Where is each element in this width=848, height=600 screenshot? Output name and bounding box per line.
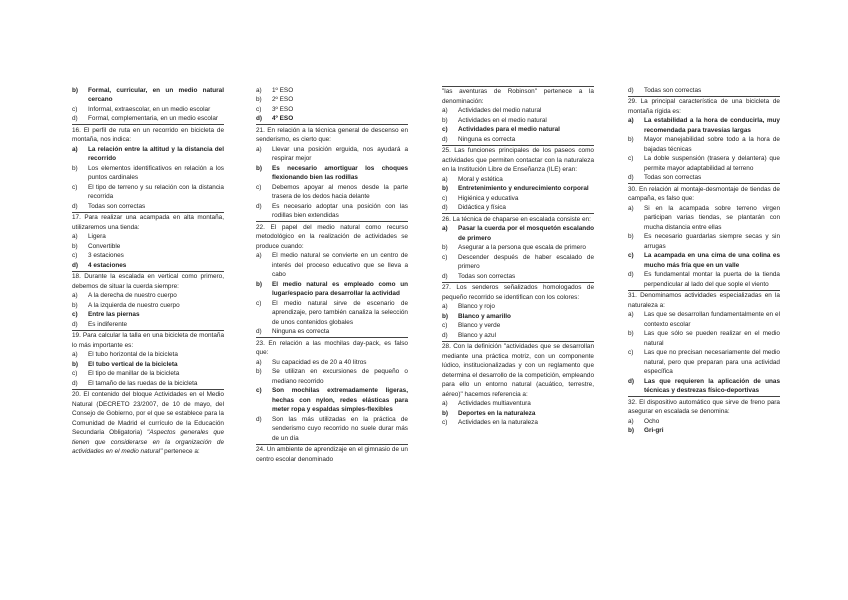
answer-option xyxy=(72,242,224,252)
answer-option xyxy=(442,272,594,282)
answer-option xyxy=(628,310,780,329)
option-text: Actividades para el medio natural xyxy=(458,126,560,133)
question-stem-text: 18. Durante la escalada en vertical como primero, debemos de situar la cuerda siempre: xyxy=(72,273,224,290)
option-text: Actividades multiaventura xyxy=(458,400,531,407)
option-text: Blanco y verde xyxy=(458,322,501,329)
question-stem xyxy=(256,126,408,145)
answer-option xyxy=(72,360,224,370)
option-letter: b) xyxy=(72,301,78,309)
option-text: Actividades en la naturaleza xyxy=(458,419,538,426)
answer-option xyxy=(628,426,780,436)
option-letter: a) xyxy=(442,400,448,407)
option-text: Los elementos identificativos en relación a los puntos cardinales xyxy=(88,164,224,181)
option-letter: c) xyxy=(628,349,634,356)
question-stem xyxy=(442,215,594,225)
answer-option xyxy=(72,301,224,311)
answer-option xyxy=(442,175,594,185)
option-letter: c) xyxy=(72,183,78,191)
option-text: Formal, complementaria, en un medio escolar xyxy=(88,115,219,122)
question-block xyxy=(442,86,594,145)
answer-option xyxy=(628,204,780,233)
answer-option xyxy=(256,299,408,328)
option-letter: c) xyxy=(72,252,78,259)
option-text: Es necesario amortiguar los choques flexionando bien las rodillas xyxy=(272,164,408,181)
question-block xyxy=(72,212,224,271)
question-stem xyxy=(628,398,780,417)
answer-option xyxy=(72,232,224,242)
question-stem-tail: pertenece a: xyxy=(164,448,200,455)
option-text: Entretenimiento y endurecimiento corporal xyxy=(458,185,589,192)
answer-option xyxy=(628,251,780,270)
answer-option xyxy=(72,114,224,124)
question-block xyxy=(72,330,224,389)
answer-option xyxy=(72,86,224,105)
question-stem-text: 29. La principal característica de una bicicleta de montaña rígida es: xyxy=(628,98,780,115)
option-letter: d) xyxy=(256,415,262,423)
option-text: Si en la acampada sobre terreno virgen participan varias tiendas, se plantarán con mucha distancia entre ellas xyxy=(644,204,780,231)
option-text: 3 estaciones xyxy=(88,252,124,259)
option-text: Deportes en la naturaleza xyxy=(458,409,536,417)
option-letter: b) xyxy=(256,96,262,103)
answer-option xyxy=(72,202,224,212)
question-stem xyxy=(72,390,224,457)
question-stem-text: 22. El papel del medio natural como recurso metodológico en la realización de actividades se produce cuando: xyxy=(256,223,408,250)
option-text: 4 estaciones xyxy=(88,261,127,269)
question-stem xyxy=(442,342,594,399)
answer-option xyxy=(256,327,408,337)
answer-option xyxy=(256,386,408,415)
option-text: Es necesario adoptar una posición con las rodillas bien extendidas xyxy=(272,202,408,219)
answer-option xyxy=(628,135,780,154)
option-letter: c) xyxy=(628,252,634,259)
option-letter: a) xyxy=(72,145,78,153)
option-text: Informal, extraescolar, en un medio escolar xyxy=(88,105,211,113)
option-text: Didáctica y física xyxy=(458,204,506,211)
answer-option xyxy=(256,95,408,105)
option-text: 2º ESO xyxy=(272,96,294,103)
option-letter: b) xyxy=(256,280,263,288)
answer-option xyxy=(442,116,594,126)
option-letter: d) xyxy=(72,379,78,387)
question-block xyxy=(256,221,408,337)
option-text: Higiénica y educativa xyxy=(458,194,519,202)
option-text: Moral y estética xyxy=(458,175,503,183)
option-letter: c) xyxy=(442,126,448,133)
answer-option xyxy=(442,418,594,428)
question-stem xyxy=(628,185,780,204)
answer-option xyxy=(442,125,594,135)
option-text: 1º ESO xyxy=(272,86,294,94)
answer-option xyxy=(628,348,780,377)
question-block xyxy=(628,396,780,436)
question-stem-text: 26. La técnica de chaparse en escalada consiste en: xyxy=(442,215,591,223)
option-text: Todas son correctas xyxy=(644,174,702,181)
answer-option xyxy=(256,367,408,386)
option-text: Las que requieren la aplicación de unas técnicas y destrezas físico-deportivas xyxy=(644,377,780,394)
option-letter: d) xyxy=(72,320,78,328)
option-letter: a) xyxy=(442,175,448,183)
answer-option xyxy=(256,105,408,115)
question-stem-text: 27. Los senderos señalizados homologados de pequeño recorrido se identifican con los colores: xyxy=(442,284,594,301)
option-text: Mayor manejabilidad sobre todo a la hora de bajadas técnicas xyxy=(644,136,780,153)
option-letter: b) xyxy=(442,312,449,320)
option-letter: a) xyxy=(628,204,634,212)
option-text: El tubo horizontal de la bicicleta xyxy=(88,351,178,358)
answer-option xyxy=(628,329,780,348)
option-letter: a) xyxy=(72,292,78,299)
answer-option xyxy=(442,312,594,322)
answer-option xyxy=(72,320,224,330)
question-stem xyxy=(72,331,224,350)
question-stem-text: 24. Un ambiente de aprendizaje en el gimnasio de un centro escolar denominado xyxy=(256,446,408,463)
option-text: La relación entre la altitud y la distancia del recorrido xyxy=(88,145,224,162)
option-letter: b) xyxy=(256,164,263,172)
question-stem-quote: "Aspectos generales que tienen que considerarse en la organización de actividades en el medio natural" xyxy=(72,429,225,455)
answer-option xyxy=(442,321,594,331)
answer-option xyxy=(72,369,224,379)
question-stem xyxy=(256,339,408,358)
option-letter: d) xyxy=(72,202,78,210)
option-text: El tipo de terreno y su relación con la distancia recorrida xyxy=(88,183,224,200)
option-text: La acampada en una cima de una colina es mucho más fría que en un valle xyxy=(644,252,780,269)
question-block xyxy=(72,389,224,457)
question-block xyxy=(256,124,408,221)
question-stem xyxy=(72,213,224,232)
option-letter: d) xyxy=(256,328,262,335)
question-stem xyxy=(442,146,594,175)
question-stem-text: 28. Con la definición "actividades que se desarrollan mediante una práctica motriz, con un componente lúdico, institucionalizadas y con un reglamento que determina el desarrollo de la competición, empleando para ello un entorno natural (acuático, terrestre, aéreo)" hacemos referencia a: xyxy=(442,343,594,398)
option-letter: b) xyxy=(256,368,262,375)
option-text: Es necesario guardarlas siempre secas y sin arrugas xyxy=(644,233,780,250)
answer-option xyxy=(256,280,408,299)
option-text: Blanco y rojo xyxy=(458,303,495,310)
option-letter: d) xyxy=(442,331,448,339)
question-stem-text: 20. El contenido del bloque Actividades en el Medio Natural (DECRETO 23/2007, de 10 de mayo, del Consejo de Gobierno, por el que se establece para la Comunidad de Madrid el currículo de la Educación Secundaria Obligatoria) xyxy=(72,391,224,436)
option-text: Actividades en el medio natural xyxy=(458,116,547,124)
question-stem-text: 32. El dispositivo automático que sirve de freno para asegurar en escalada se denomina: xyxy=(628,398,780,415)
option-text: Ocho xyxy=(644,417,660,425)
answer-option xyxy=(628,173,780,183)
option-text: La estabilidad a la hora de conducirla, muy recomendada para travesías largas xyxy=(644,117,780,134)
option-text: Las que se desarrollan fundamentalmente en el contexto escolar xyxy=(644,311,780,328)
option-text: Se utilizan en excursiones de pequeño o mediano recorrido xyxy=(272,368,408,385)
option-text: Todas son correctas xyxy=(644,86,702,94)
option-letter: c) xyxy=(442,194,448,202)
answer-option xyxy=(442,194,594,204)
option-letter: a) xyxy=(628,311,634,318)
option-text: El medio natural se convierte en un centro de interés del proceso educativo que se lleva a cabo xyxy=(272,252,408,278)
question-stem-text: 23. En relación a las mochilas day-pack, es falso que: xyxy=(256,339,408,356)
option-text: El tamaño de las ruedas de la bicicleta xyxy=(88,379,198,387)
answer-option xyxy=(628,270,780,289)
column-4 xyxy=(628,85,780,436)
option-letter: b) xyxy=(442,409,449,417)
option-letter: a) xyxy=(442,225,448,232)
answer-option xyxy=(442,253,594,272)
option-letter: b) xyxy=(628,136,634,143)
answer-option xyxy=(256,164,408,183)
option-text: Ninguna es correcta xyxy=(272,328,330,335)
option-letter: d) xyxy=(628,174,634,181)
option-text: Son mochilas extremadamente ligeras, hechas con nylon, redes elásticas para meter ropa y espaldas simples-flexibles xyxy=(272,387,408,413)
option-text: El medio natural sirve de escenario de aprendizaje, pero también canaliza la selección de unos contenidos globales xyxy=(272,299,408,326)
question-block xyxy=(628,96,780,183)
option-text: Todas son correctas xyxy=(88,202,146,210)
option-text: Convertible xyxy=(88,242,121,250)
question-stem-text: 16. El perfil de ruta en un recorrido en bicicleta de montaña, nos indica: xyxy=(72,126,224,143)
option-text: 4º ESO xyxy=(272,115,294,122)
question-stem xyxy=(442,87,594,106)
option-letter: a) xyxy=(628,417,634,425)
option-text: Ligera xyxy=(88,233,106,240)
question-stem-text: 17. Para realizar una acampada en alta montaña, utilizaremos una tienda: xyxy=(72,214,224,231)
question-block xyxy=(256,337,408,443)
option-letter: c) xyxy=(256,105,262,113)
answer-option xyxy=(628,86,780,96)
option-letter: b) xyxy=(72,164,78,172)
option-text: Llevar una posición erguida, nos ayudará a respirar mejor xyxy=(272,145,408,162)
option-text: Formal, curricular, en un medio natural cercano xyxy=(88,86,224,103)
answer-option xyxy=(72,105,224,115)
answer-option xyxy=(256,183,408,202)
question-block xyxy=(442,213,594,281)
option-text: Pasar la cuerda por el mosquetón escalando de primero xyxy=(458,225,594,242)
question-stem xyxy=(256,445,408,464)
question-block xyxy=(628,85,780,95)
column-1 xyxy=(72,85,224,457)
answer-option xyxy=(72,310,224,320)
question-block xyxy=(442,341,594,428)
question-stem xyxy=(628,97,780,116)
answer-option xyxy=(256,358,408,368)
option-text: Blanco y amarillo xyxy=(458,312,511,320)
option-letter: d) xyxy=(72,261,79,269)
option-text: El medio natural es empleado como un lugar/espacio para desarrollar la actividad xyxy=(272,280,408,297)
answer-option xyxy=(256,114,408,124)
answer-option xyxy=(72,251,224,261)
option-text: Todas son correctas xyxy=(458,272,516,280)
option-text: El tubo vertical de la bicicleta xyxy=(88,360,178,368)
answer-option xyxy=(628,232,780,251)
question-stem-text: 21. En relación a la técnica general de descenso en senderismo, es cierto que: xyxy=(256,126,408,143)
option-text: Descender después de haber escalado de primero xyxy=(458,253,594,270)
option-letter: a) xyxy=(256,86,262,94)
answer-option xyxy=(256,145,408,164)
question-stem xyxy=(72,272,224,291)
option-letter: d) xyxy=(628,86,634,94)
option-text: Actividades del medio natural xyxy=(458,107,542,114)
answer-option xyxy=(72,379,224,389)
option-letter: a) xyxy=(256,358,262,366)
column-3 xyxy=(442,85,594,428)
option-text: Su capacidad es de 20 a 40 litros xyxy=(272,358,367,366)
answer-option xyxy=(442,409,594,419)
option-letter: c) xyxy=(72,105,78,113)
option-text: 3º ESO xyxy=(272,105,294,113)
option-letter: c) xyxy=(72,370,78,377)
option-letter: b) xyxy=(72,242,78,250)
question-stem-text: 25. Las funciones principales de los paseos como actividades que permiten contactar con la naturaleza en la Institución Libre de Enseñanza (ILE) eran: xyxy=(442,147,594,173)
answer-option xyxy=(442,184,594,194)
answer-option xyxy=(72,183,224,202)
option-letter: c) xyxy=(72,311,78,318)
option-letter: a) xyxy=(442,107,448,114)
option-letter: b) xyxy=(628,330,634,337)
option-text: El tipo de manillar de la bicicleta xyxy=(88,370,180,377)
option-letter: d) xyxy=(628,377,635,385)
option-letter: b) xyxy=(628,427,635,434)
question-block xyxy=(72,271,224,330)
answer-option xyxy=(256,86,408,96)
option-text: Las que no precisan necesariamente del medio natural, pero que preparan para una actividad específica xyxy=(644,349,780,375)
option-letter: d) xyxy=(628,271,634,278)
option-letter: d) xyxy=(442,272,448,280)
question-stem-text: 19. Para calcular la talla en una bicicleta de montaña lo más importante es: xyxy=(72,332,224,349)
option-letter: b) xyxy=(442,185,449,192)
option-letter: c) xyxy=(256,183,262,191)
question-stem-text: "las aventuras de Robinson" pertenece a la denominación: xyxy=(442,88,594,105)
question-stem xyxy=(256,223,408,252)
answer-option xyxy=(72,261,224,271)
option-letter: b) xyxy=(442,244,448,251)
answer-option xyxy=(442,106,594,116)
answer-option xyxy=(442,399,594,409)
option-letter: c) xyxy=(442,253,448,261)
answer-option xyxy=(628,154,780,173)
answer-option xyxy=(628,417,780,427)
option-letter: c) xyxy=(256,387,262,394)
answer-option xyxy=(72,291,224,301)
answer-option xyxy=(628,116,780,135)
question-block xyxy=(256,85,408,124)
question-stem xyxy=(72,126,224,145)
question-stem xyxy=(442,283,594,302)
option-letter: d) xyxy=(256,115,263,122)
option-text: Es fundamental montar la puerta de la tienda perpendicular al lado del que sople el viento xyxy=(644,271,780,288)
question-stem-text: 30. En relación al montaje-desmontaje de tiendas de campaña, es falso que: xyxy=(628,185,780,202)
question-block xyxy=(442,282,594,341)
answer-option xyxy=(442,224,594,243)
option-letter: c) xyxy=(628,155,634,162)
question-block xyxy=(72,85,224,124)
option-letter: c) xyxy=(442,419,448,426)
option-text: Entre las piernas xyxy=(88,311,140,318)
option-text: Son las más utilizadas en la práctica de senderismo cuyo recorrido no suele durar más de un día xyxy=(272,415,408,442)
option-letter: a) xyxy=(628,117,634,124)
question-block xyxy=(442,145,594,213)
question-block xyxy=(72,124,224,211)
option-letter: d) xyxy=(442,204,448,211)
option-letter: a) xyxy=(442,303,448,310)
option-letter: a) xyxy=(256,145,262,153)
question-block xyxy=(628,183,780,289)
option-letter: c) xyxy=(256,299,262,307)
answer-option xyxy=(256,251,408,280)
option-text: A la izquierda de nuestro cuerpo xyxy=(88,301,180,309)
option-letter: a) xyxy=(72,233,78,240)
option-text: A la derecha de nuestro cuerpo xyxy=(88,292,177,299)
answer-option xyxy=(256,202,408,221)
option-letter: c) xyxy=(442,322,448,329)
question-stem xyxy=(628,291,780,310)
question-block xyxy=(628,290,780,396)
option-text: Ninguna es correcta xyxy=(458,135,516,143)
answer-option xyxy=(72,145,224,164)
option-text: Asegurar a la persona que escala de primero xyxy=(458,244,586,251)
answer-option xyxy=(442,135,594,145)
answer-option xyxy=(442,203,594,213)
option-text: Las que sólo se pueden realizar en el medio natural xyxy=(644,330,780,347)
option-letter: a) xyxy=(256,252,262,259)
option-letter: b) xyxy=(72,360,79,368)
option-letter: b) xyxy=(72,86,79,94)
option-letter: b) xyxy=(442,116,448,124)
question-stem-text: 31. Denominamos actividades especializadas en la naturaleza a: xyxy=(628,292,780,309)
option-letter: a) xyxy=(72,351,78,358)
answer-option xyxy=(628,377,780,396)
answer-option xyxy=(442,243,594,253)
option-letter: d) xyxy=(442,135,448,143)
option-text: La doble suspensión (trasera y delantera) que permite mayor adaptabilidad al terreno xyxy=(644,155,780,172)
answer-option xyxy=(72,350,224,360)
answer-option xyxy=(442,331,594,341)
option-letter: d) xyxy=(256,202,262,210)
answer-option xyxy=(442,302,594,312)
option-letter: b) xyxy=(628,233,634,240)
answer-option xyxy=(72,164,224,183)
option-letter: d) xyxy=(72,115,78,122)
option-text: Blanco y azul xyxy=(458,331,497,339)
option-text: Es indiferente xyxy=(88,320,128,328)
answer-option xyxy=(256,415,408,444)
column-2 xyxy=(256,85,408,464)
option-text: Debemos apoyar al menos desde la parte trasera de los dedos hacia delante xyxy=(272,183,408,200)
option-text: Gri-gri xyxy=(644,427,664,434)
question-block xyxy=(256,444,408,465)
